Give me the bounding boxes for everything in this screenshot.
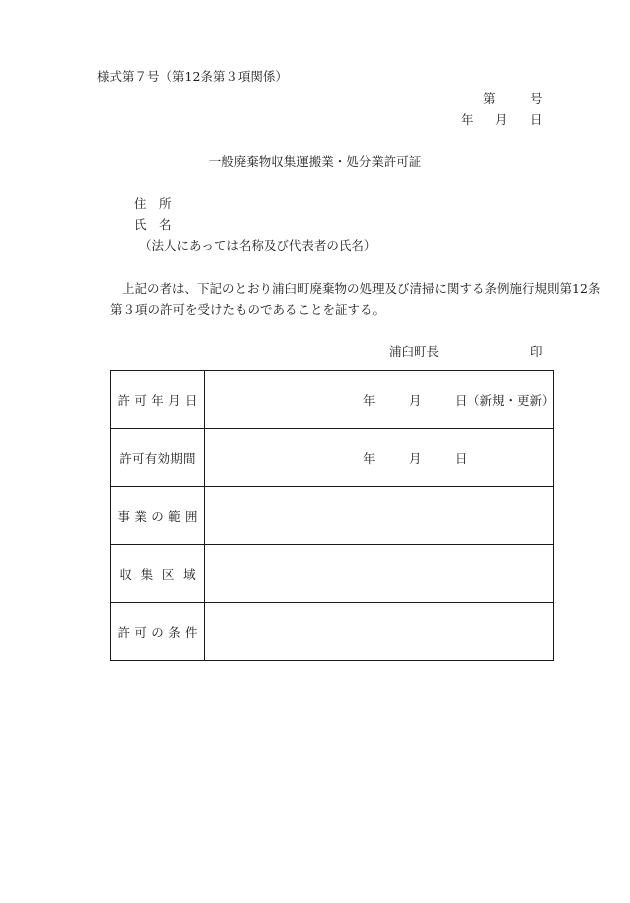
permit-type-note: （新規・更新）	[467, 392, 555, 408]
issue-date-day: 日	[530, 112, 543, 127]
table-row	[111, 545, 554, 603]
form-number: 様式第７号（第12条第３項関係）	[97, 69, 288, 84]
validity-month: 月	[409, 450, 422, 466]
row-label-conditions: 許可の条件	[111, 603, 205, 661]
address-label: 住 所	[134, 196, 172, 211]
body-text-line-2: 第３項の許可を受けたものであることを証する。	[110, 302, 386, 317]
name-label: 氏 名	[134, 217, 172, 232]
row-value-validity	[205, 429, 554, 487]
body-text-line-1: 上記の者は、下記のとおり浦臼町廃棄物の処理及び清掃に関する条例施行規則第12条	[122, 281, 601, 296]
permit-date-month: 月	[409, 392, 422, 408]
row-value-permit-date	[205, 371, 554, 429]
row-label-business-scope: 事業の範囲	[111, 487, 205, 545]
table-row	[111, 603, 554, 661]
issue-number-suffix: 号	[530, 91, 543, 106]
permit-date-day: 日	[455, 392, 468, 408]
row-label-permit-date: 許可年月日	[111, 371, 205, 429]
seal-mark: 印	[530, 344, 543, 359]
document-title: 一般廃棄物収集運搬業・処分業許可証	[208, 154, 422, 169]
row-label-collection-area: 収集区域	[111, 545, 205, 603]
validity-year: 年	[363, 450, 376, 466]
validity-day: 日	[455, 450, 468, 466]
permit-date-year: 年	[363, 392, 376, 408]
table-row	[111, 487, 554, 545]
issue-number-prefix: 第	[483, 91, 496, 106]
table-row	[111, 429, 554, 487]
permit-table	[110, 370, 554, 661]
issue-date-year: 年	[461, 112, 474, 127]
row-value-business-scope	[205, 487, 554, 545]
issue-date-month: 月	[495, 112, 508, 127]
row-label-validity: 許可有効期間	[111, 429, 205, 487]
row-value-conditions	[205, 603, 554, 661]
corporate-note: （法人にあっては名称及び代表者の氏名）	[139, 238, 377, 253]
table-row	[111, 371, 554, 429]
row-value-collection-area	[205, 545, 554, 603]
issuer-mayor: 浦臼町長	[389, 344, 440, 359]
